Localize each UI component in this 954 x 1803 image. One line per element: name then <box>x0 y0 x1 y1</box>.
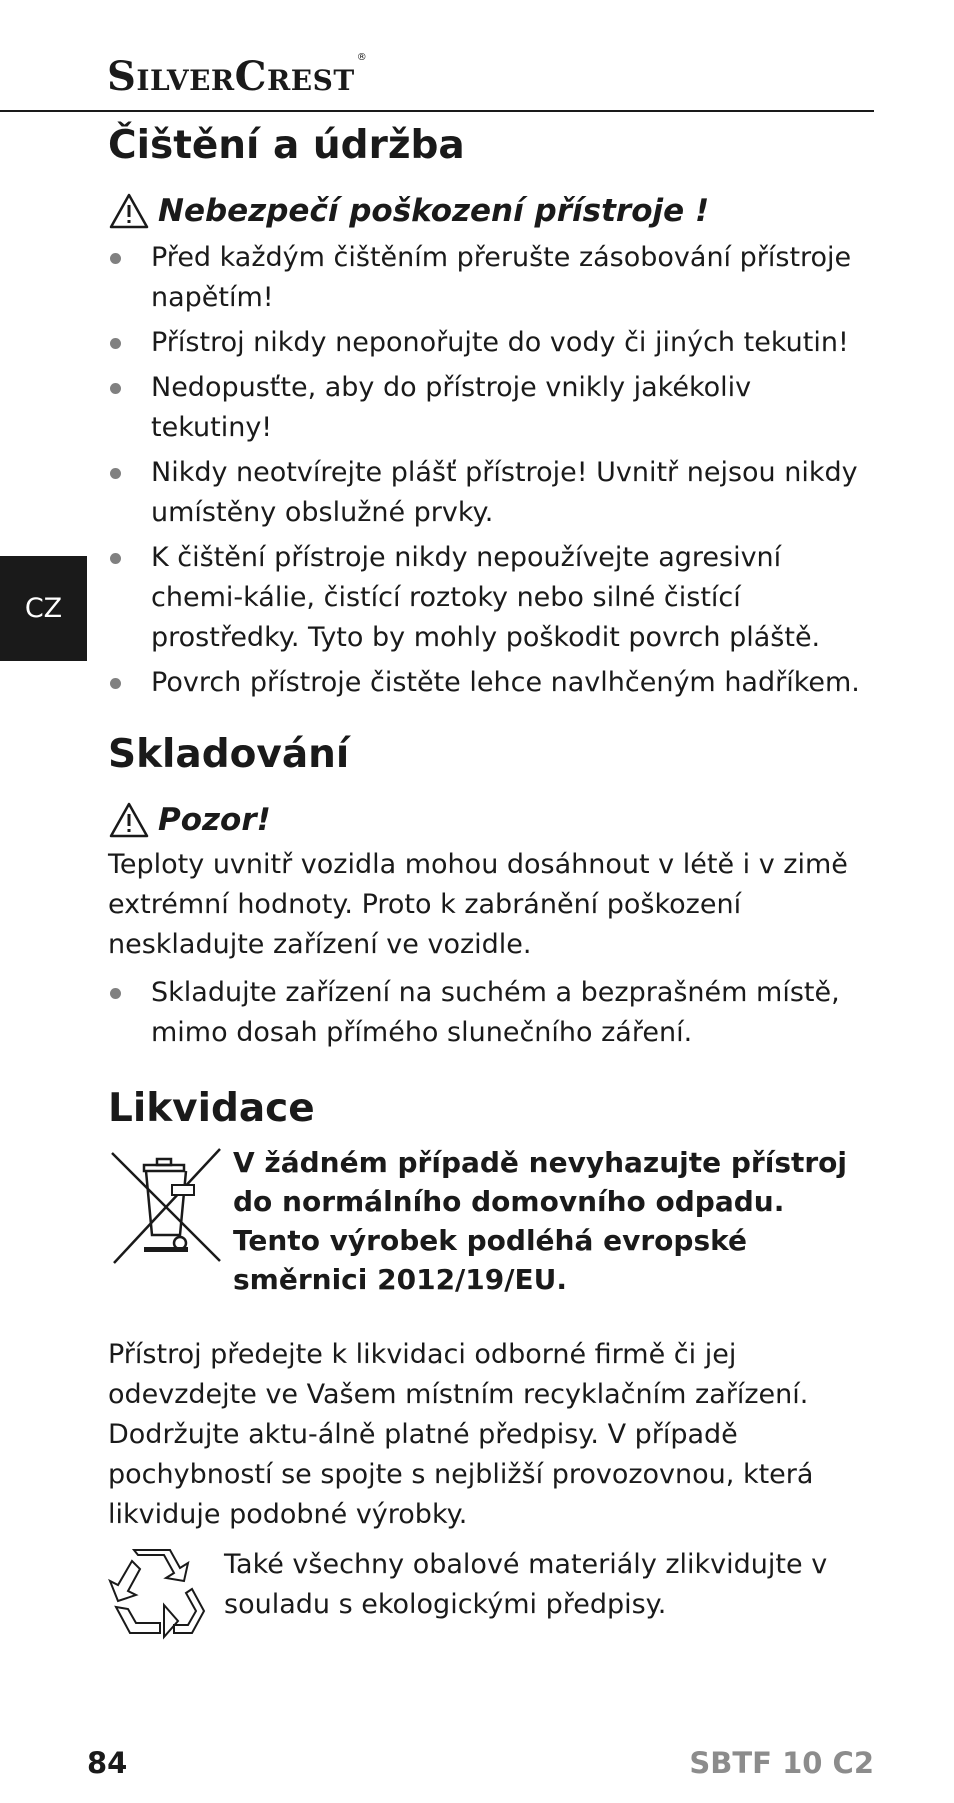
storage-title: Skladování <box>108 732 350 777</box>
list-item: Skladujte zařízení na suchém a bezprašném místě, mimo dosah přímého slunečního záření. <box>108 973 868 1053</box>
recycle-text: Také všechny obalové materiály zlikvidujte v souladu s ekologickými předpisy. <box>224 1549 828 1620</box>
model-number: SBTF 10 C2 <box>689 1746 874 1780</box>
cleaning-section <box>108 120 868 703</box>
page-number: 84 <box>87 1746 128 1780</box>
cleaning-list <box>108 238 868 703</box>
storage-warning <box>108 801 868 839</box>
list-item: Před každým čištěním přerušte zásobování přístroje napětím! <box>108 238 868 318</box>
header-rule <box>0 110 874 112</box>
list-item: K čištění přístroje nikdy nepoužívejte agresivní chemi-kálie, čistící roztoky nebo silné čistící prostředky. Tyto by mohly poškodit povrch pláště. <box>108 538 868 658</box>
cleaning-warning <box>108 192 868 230</box>
storage-section <box>108 729 868 1053</box>
cleaning-warning-text: Nebezpečí poškození přístroje ! <box>158 193 710 229</box>
brand-logo <box>107 52 367 102</box>
list-item: Nedopusťte, aby do přístroje vnikly jakékoliv tekutiny! <box>108 368 868 448</box>
cleaning-title: Čištění a údržba <box>108 123 465 168</box>
recycle-icon <box>108 1545 208 1641</box>
disposal-title: Likvidace <box>108 1086 315 1131</box>
language-tab: CZ <box>0 556 87 661</box>
recycle-notice <box>108 1545 868 1641</box>
list-item: Nikdy neotvírejte plášť přístroje! Uvnitř nejsou nikdy umístěny obslužné prvky. <box>108 453 868 533</box>
list-item: Přístroj nikdy neponořujte do vody či jiných tekutin! <box>108 323 868 363</box>
warning-triangle-icon <box>108 801 150 839</box>
crossed-out-bin-icon <box>108 1143 224 1268</box>
brand-logo-text: SilverCrest <box>107 53 355 100</box>
storage-list <box>108 973 868 1053</box>
storage-warning-text: Pozor! <box>158 802 271 838</box>
weee-notice <box>108 1143 868 1299</box>
storage-paragraph: Teploty uvnitř vozidla mohou dosáhnout v létě i v zimě extrémní hodnoty. Proto k zabránění poškození neskladujte zařízení ve vozidle. <box>108 849 848 960</box>
registered-mark: ® <box>356 52 367 63</box>
list-item: Povrch přístroje čistěte lehce navlhčeným hadříkem. <box>108 663 868 703</box>
warning-triangle-icon <box>108 192 150 230</box>
page-content <box>108 120 868 1641</box>
weee-text: V žádném případě nevyhazujte přístroj do normálního domovního odpadu. Tento výrobek podléhá evropské směrnici 2012/19/EU. <box>233 1146 848 1296</box>
disposal-paragraph: Přístroj předejte k likvidaci odborné firmě či jej odevzdejte ve Vašem místním recyklačním zařízení. Dodržujte aktu-álně platné předpisy. V případě pochybností se spojte s nejbližší provozovnou, která likviduje podobné výrobky. <box>108 1339 814 1530</box>
disposal-section <box>108 1083 868 1641</box>
